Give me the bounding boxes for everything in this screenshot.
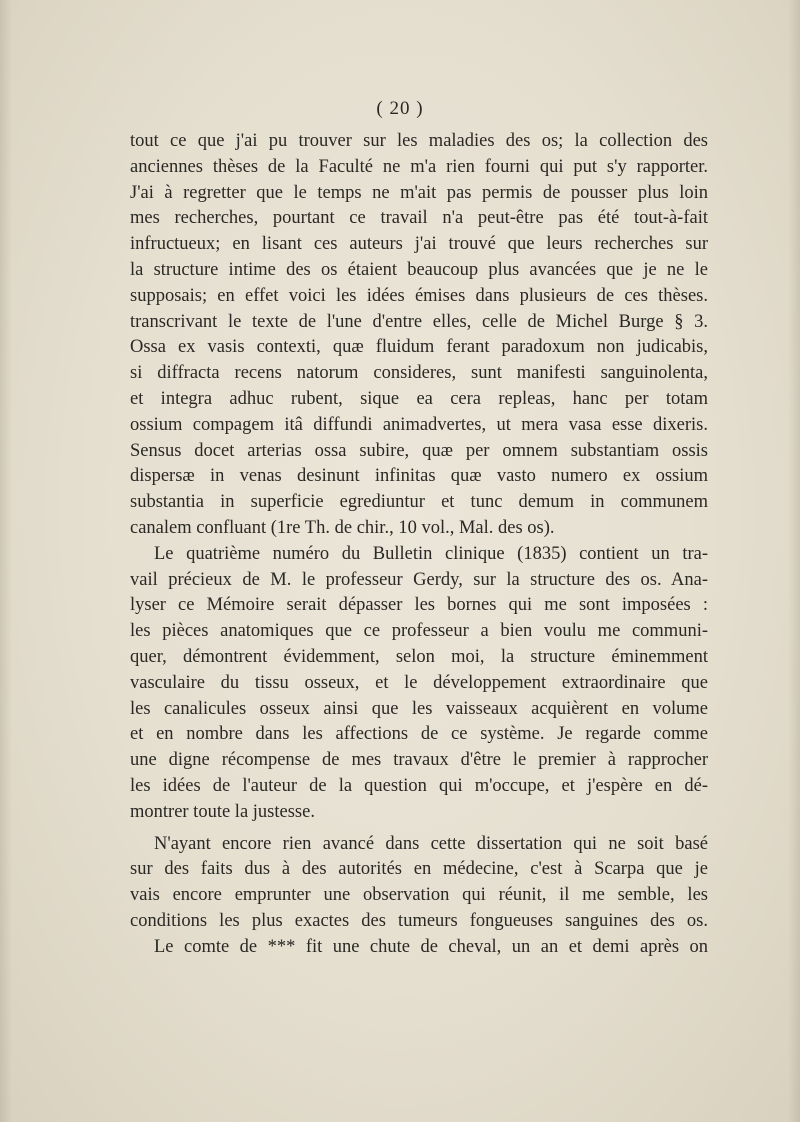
text-line: les idées de l'auteur de la question qui m'occupe, et j'espère en dé- — [130, 775, 708, 796]
text-line: dispersæ in venas desinunt infinitas quæ vasto numero ex ossium — [130, 466, 708, 487]
body-text — [130, 129, 708, 961]
text-line: Ossa ex vasis contexti, quæ fluidum ferant paradoxum non judicabis, — [130, 337, 708, 358]
text-line: sur des faits dus à des autorités en médecine, c'est à Scarpa que je — [130, 859, 708, 880]
text-line: les canalicules osseux ainsi que les vaisseaux acquièrent en volume — [130, 698, 708, 719]
text-line: N'ayant encore rien avancé dans cette dissertation qui ne soit basé — [154, 833, 708, 854]
text-line: si diffracta recens natorum consideres, sunt manifesti sanguinolenta, — [130, 363, 708, 384]
text-line: tout ce que j'ai pu trouver sur les maladies des os; la collection des — [130, 131, 708, 151]
text-line: la structure intime des os étaient beaucoup plus avancées que je ne le — [130, 259, 708, 280]
text-line: et en nombre dans les affections de ce système. Je regarde comme — [130, 724, 708, 745]
text-line: Le quatrième numéro du Bulletin clinique (1835) contient un tra- — [154, 543, 708, 564]
text-line: infructueux; en lisant ces auteurs j'ai trouvé que leurs recherches sur — [130, 234, 708, 255]
page-edge-shadow-right — [788, 0, 800, 1122]
text-line: mes recherches, pourtant ce travail n'a peut-être pas été tout-à-fait — [130, 208, 708, 229]
text-line: quer, démontrent évidemment, selon moi, la structure éminemment — [130, 646, 708, 667]
text-line: transcrivant le texte de l'une d'entre elles, celle de Michel Burge § 3. — [130, 311, 708, 332]
page-number: ( 20 ) — [376, 98, 424, 119]
text-line: vail précieux de M. le professeur Gerdy, sur la structure des os. Ana- — [130, 569, 708, 590]
text-line: et integra adhuc rubent, sique ea cera repleas, hanc per totam — [130, 388, 708, 409]
text-line: vasculaire du tissu osseux, et le développement extraordinaire que — [130, 672, 708, 693]
text-line: les pièces anatomiques que ce professeur a bien voulu me communi- — [130, 621, 708, 642]
text-line: ossium compagem itâ diffundi animadvertes, ut mera vasa esse dixeris. — [130, 414, 708, 435]
text-line: anciennes thèses de la Faculté ne m'a rien fourni qui put s'y rapporter. — [130, 156, 708, 177]
text-line: conditions les plus exactes des tumeurs fongueuses sanguines des os. — [130, 910, 708, 931]
text-line: montrer toute la justesse. — [130, 801, 315, 822]
text-line: J'ai à regretter que le temps ne m'ait pas permis de pousser plus loin — [130, 182, 708, 203]
text-line: substantia in superficie egrediuntur et tunc demum in communem — [130, 492, 708, 513]
text-line: canalem confluant (1re Th. de chir., 10 vol., Mal. des os). — [130, 517, 555, 538]
text-line: Sensus docet arterias ossa subire, quæ per omnem substantiam ossis — [130, 440, 708, 461]
text-line: Le comte de *** fit une chute de cheval, un an et demi après on — [154, 936, 708, 957]
text-line: vais encore emprunter une observation qui réunit, il me semble, les — [130, 885, 708, 906]
page-edge-shadow-left — [0, 0, 12, 1122]
text-line: supposais; en effet voici les idées émises dans plusieurs de ces thèses. — [130, 285, 708, 306]
text-line: une digne récompense de mes travaux d'être le premier à rapprocher — [130, 750, 708, 771]
text-line: lyser ce Mémoire serait dépasser les bornes qui me sont imposées : — [130, 595, 708, 616]
